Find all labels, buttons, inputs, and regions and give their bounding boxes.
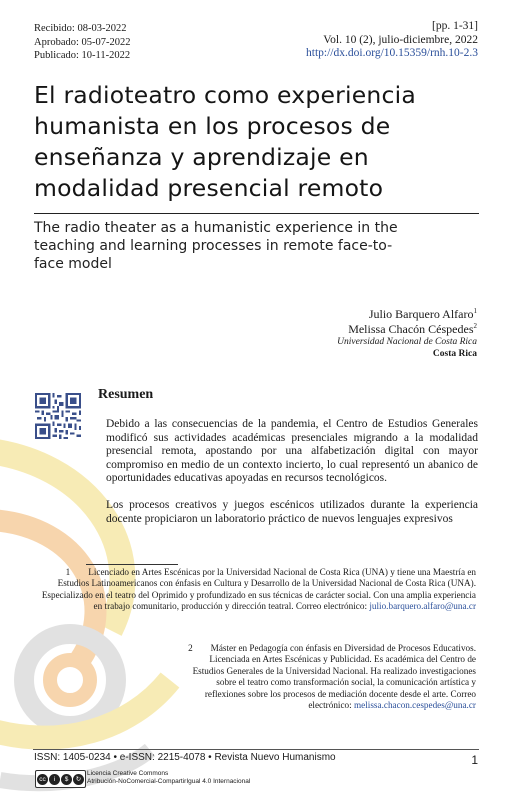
author-1-footnote-ref[interactable]: 1 bbox=[473, 307, 477, 315]
page-number: 1 bbox=[471, 753, 478, 767]
title-es-line: modalidad presencial remoto bbox=[34, 174, 384, 202]
received-date: Recibido: 08-03-2022 bbox=[34, 23, 127, 34]
author-institution: Universidad Nacional de Costa Rica bbox=[337, 337, 477, 347]
title-es-line: El radioteatro como experiencia bbox=[34, 81, 416, 109]
article-title-es bbox=[34, 80, 494, 204]
title-divider bbox=[34, 213, 479, 214]
cc-nc-icon: $ bbox=[61, 774, 72, 785]
title-en-line: face model bbox=[34, 256, 112, 272]
abstract-paragraph-1: Debido a las consecuencias de la pandemia, el Centro de Estudios Generales modificó sus actividades académicas presenciales migrando a la modalidad presencial remota, apostando por una alfabetización digital con mayor compromiso en medio de un contexto incierto, lo cual representó un abanico de oportunidades educativas apoyadas en recursos tecnológicos. bbox=[106, 418, 478, 485]
doi-link[interactable]: http://dx.doi.org/10.15359/rnh.10-2.3 bbox=[306, 47, 478, 59]
cc-by-icon: i bbox=[49, 774, 60, 785]
license-line-2: Atribución-NoComercial-CompartirIgual 4.0 Internacional bbox=[87, 778, 251, 785]
author-2-footnote-ref[interactable]: 2 bbox=[473, 321, 477, 330]
cc-sa-icon: ↻ bbox=[73, 774, 84, 785]
author-1: Julio Barquero Alfaro$^1$ bbox=[368, 307, 477, 321]
article-dates bbox=[34, 22, 131, 63]
article-title-en bbox=[34, 219, 474, 273]
title-es-line: humanista en los procesos de bbox=[34, 112, 391, 140]
footnote-2 bbox=[178, 643, 476, 711]
abstract-heading: Resumen bbox=[98, 387, 154, 402]
footnote-1 bbox=[40, 567, 476, 613]
author-2: Melissa Chacón Céspedes$^2$ bbox=[348, 321, 477, 336]
approved-date: Aprobado: 05-07-2022 bbox=[34, 36, 131, 48]
published-date: Publicado: 10-11-2022 bbox=[34, 50, 131, 61]
footer-divider bbox=[33, 749, 479, 750]
footnote-2-text: Máster en Pedagogía con énfasis en Diversidad de Procesos Educativos. Licenciada en Artes Escénicas y Publicidad. Es académica del Centro de Estudios Generales de la Universidad Nacional. Ha realizado investigaciones sobre el teatro como transformación social, la comunicación artística y reflexiones sobre los procesos de mediación docente desde el arte. Correo electrónico: bbox=[192, 643, 476, 711]
license-text bbox=[87, 770, 250, 786]
creative-commons-icon[interactable] bbox=[35, 770, 86, 788]
footer-issn: ISSN: 1405-0234 • e-ISSN: 2215-4078 • Revista Nuevo Humanismo bbox=[34, 752, 336, 763]
footnote-1-email-link[interactable]: julio.barquero.alfaro@una.cr bbox=[369, 601, 476, 612]
qr-code-icon[interactable] bbox=[35, 393, 81, 439]
title-es-line: enseñanza y aprendizaje en bbox=[34, 143, 369, 171]
journal-info bbox=[306, 20, 478, 61]
footnote-2-email-link[interactable]: melissa.chacon.cespedes@una.cr bbox=[354, 700, 476, 711]
abstract-paragraph-2: Los procesos creativos y juegos escénicos utilizados durante la experiencia docente propiciaron un laboratorio práctico de nuevos lenguajes expresivos bbox=[106, 498, 478, 525]
title-en-line: The radio theater as a humanistic experience in the bbox=[34, 220, 398, 236]
page-range: [pp. 1-31] bbox=[432, 20, 478, 32]
license-line-1[interactable]: Licencia Creative Commons bbox=[87, 770, 169, 777]
footnote-1-number: 1 bbox=[65, 567, 71, 577]
footnote-2-number: 2 bbox=[188, 643, 193, 653]
title-en-line: teaching and learning processes in remote face-to- bbox=[34, 238, 393, 254]
author-country: Costa Rica bbox=[432, 349, 477, 359]
footnote-1-text: Licenciado en Artes Escénicas por la Universidad Nacional de Costa Rica (UNA) y tiene una Maestría en Estudios Latinoamericanos con énfasis en Cultura y Desarrollo de la Universidad Nacional de Costa Rica (UNA). Especializado en el teatro del Oprimido y profundizado en sus técnicas de carácter social. Con una amplia experiencia en trabajo comunitario, producción y dirección teatral. Correo electrónico: bbox=[41, 567, 476, 612]
footnote-divider bbox=[86, 564, 178, 565]
cc-symbol-icon: cc bbox=[37, 774, 48, 785]
abstract-body bbox=[106, 418, 478, 539]
volume-info: Vol. 10 (2), julio-diciembre, 2022 bbox=[323, 33, 478, 46]
authors-block bbox=[337, 307, 477, 360]
